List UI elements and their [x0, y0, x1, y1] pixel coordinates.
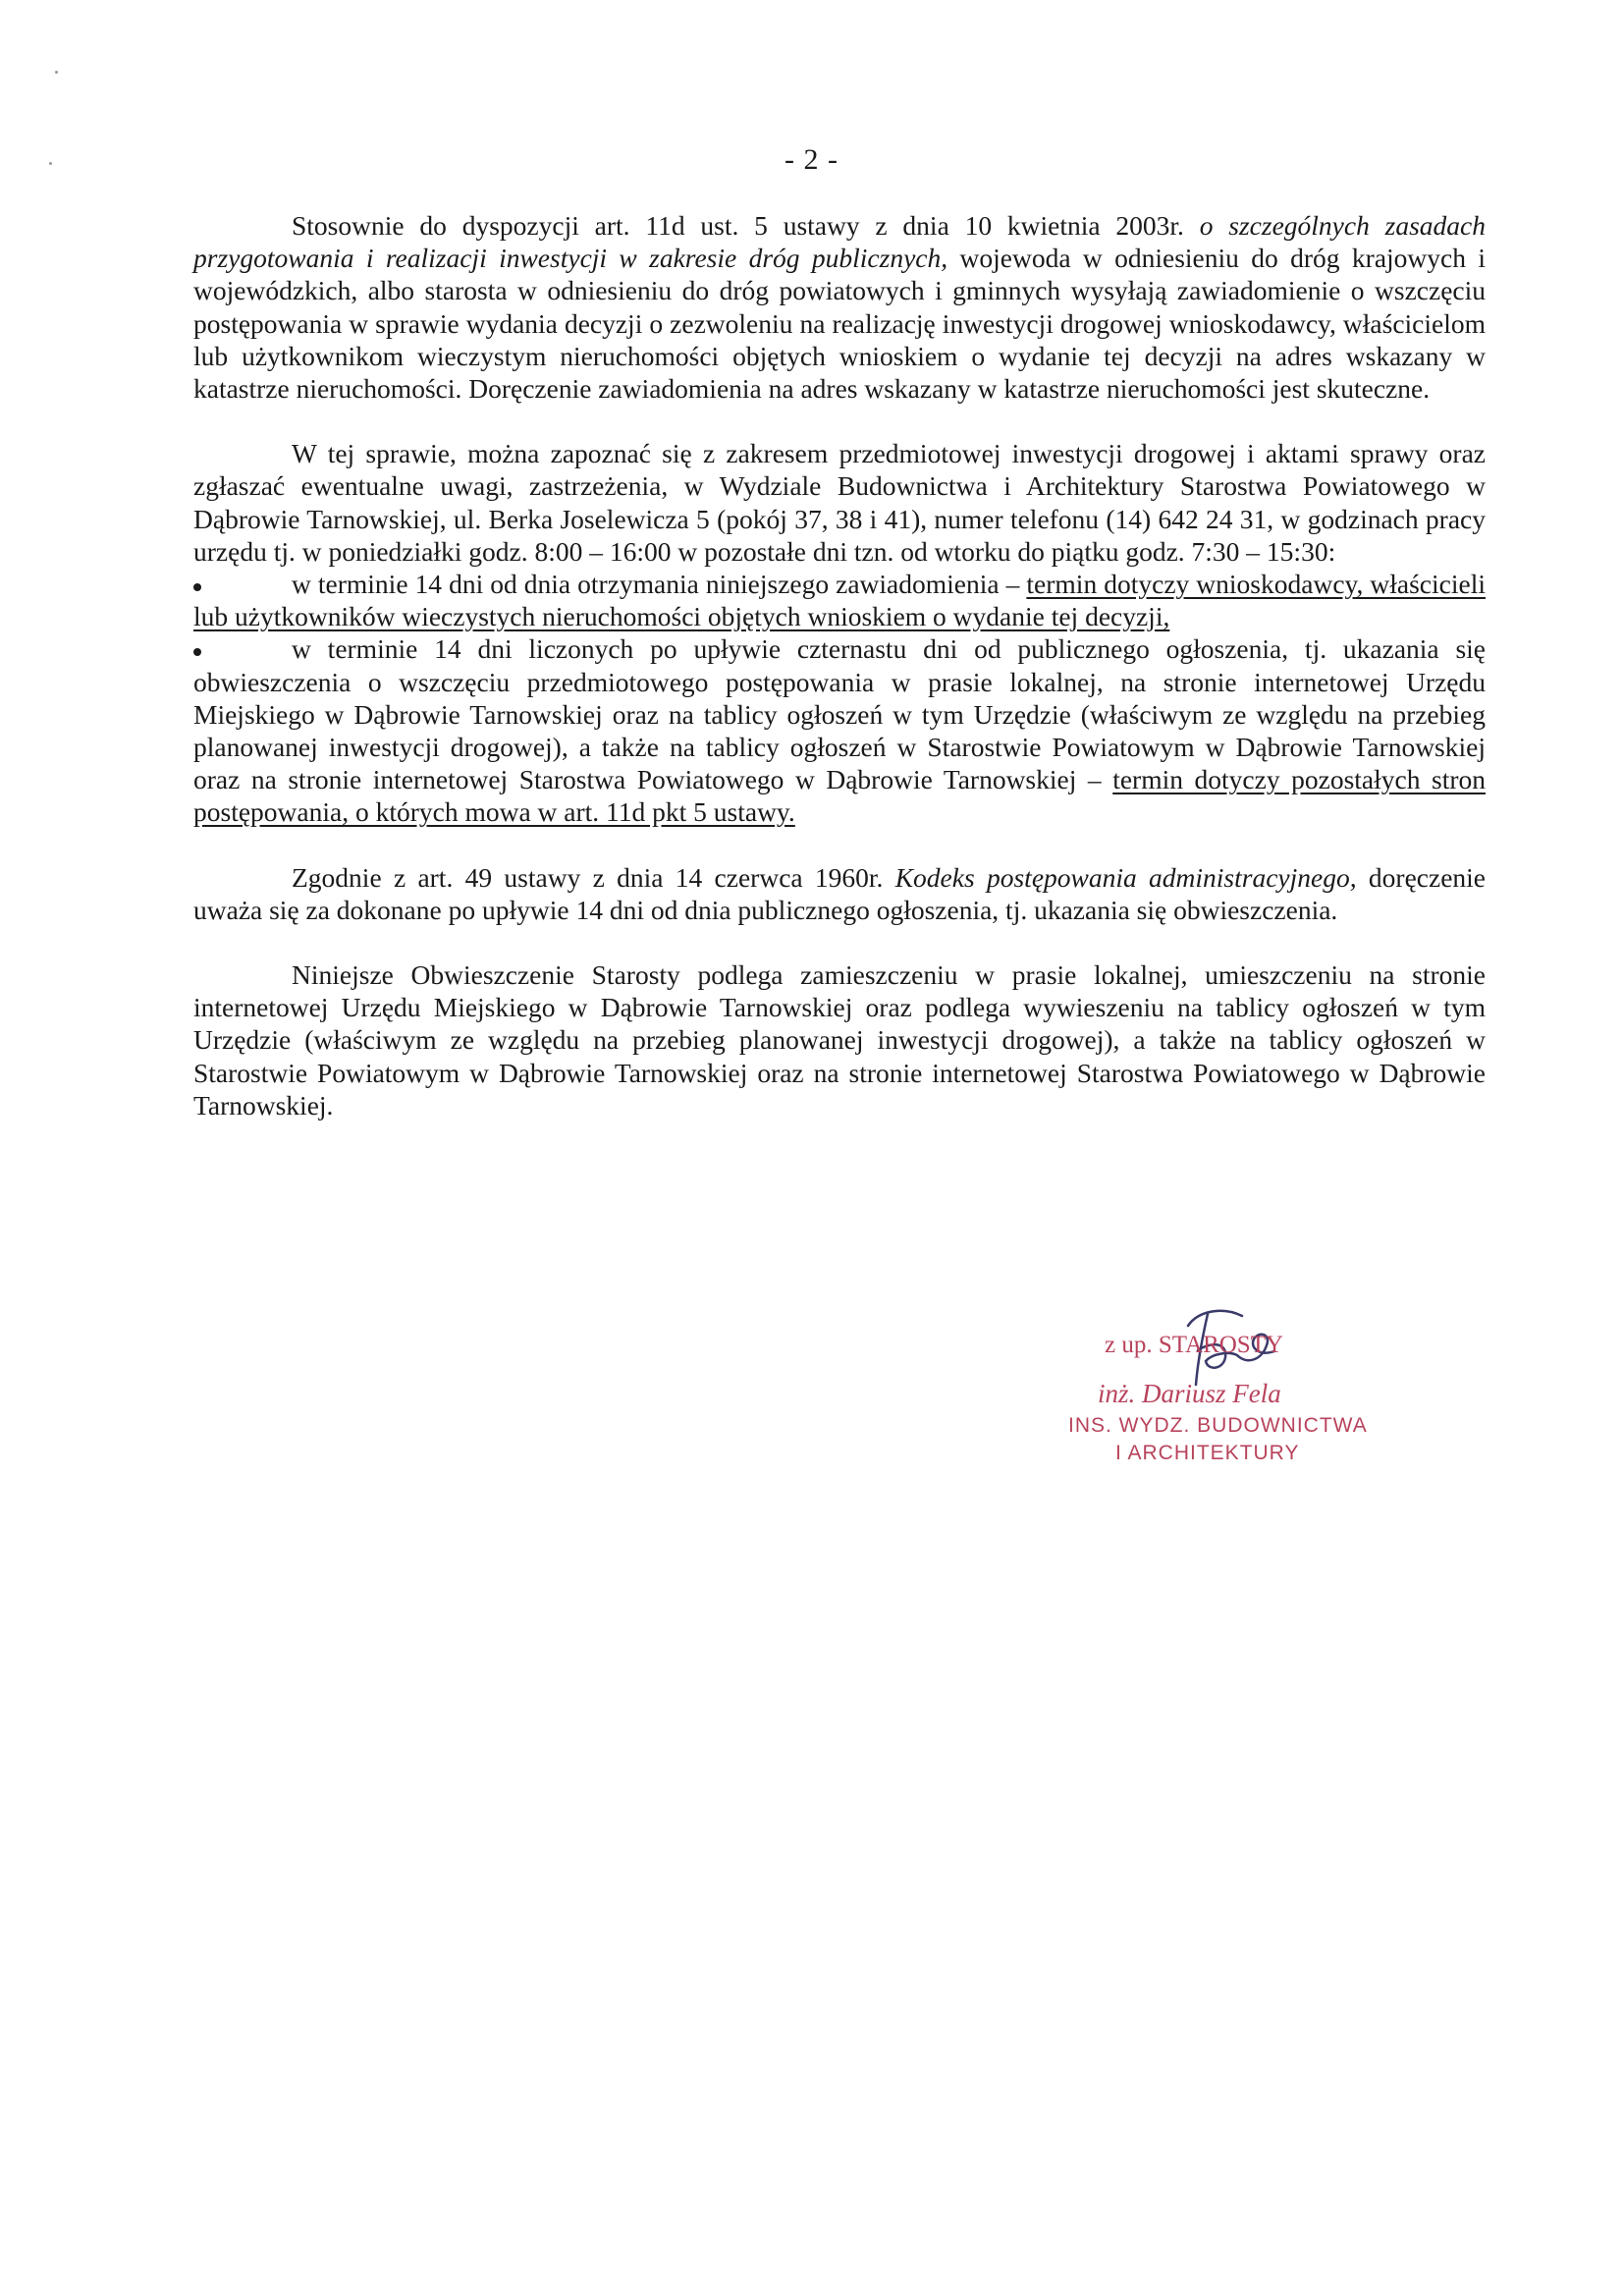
bullet-underlined-text: termin dotyczy wnioskodawcy, właścicieli lub użytkowników wieczystych nieruchomości objętych wnioskiem o wydanie tej decyzji,	[193, 569, 1486, 632]
paragraph-text: doręczenie uważa się za dokonane po upływie 14 dni od dnia publicznego ogłoszenia, tj. ukazania się obwieszczenia.	[193, 861, 1486, 925]
paragraph-text: wojewoda w odniesieniu do dróg krajowych i wojewódzkich, albo starosta w odniesieniu do dróg powiatowych i gminnych wysyłają zawiadomienie o wszczęciu postępowania w sprawie wydania decyzji o zezwoleniu na realizację inwestycji drogowej wnioskodawcy, właścicielom lub użytkownikom wieczystym nieruchomości objętych wnioskiem o wydanie tej decyzji na adres wskazany w katastrze nieruchomości. Doręczenie zawiadomienia na adres wskazany w katastrze nieruchomości jest skuteczne.	[193, 243, 1486, 405]
bullet-icon	[193, 568, 292, 600]
page-number: - 2 -	[784, 143, 839, 176]
paragraph-legal-basis	[193, 209, 1486, 405]
paragraph-text: Zgodnie z art. 49 ustawy z dnia 14 czerwca 1960r.	[292, 861, 895, 893]
bullet-text: w terminie 14 dni od dnia otrzymania niniejszego zawiadomienia –	[292, 569, 1027, 600]
scan-speck	[55, 71, 58, 74]
act-title: o szczególnych zasadach przygotowania i realizacji inwestycji w zakresie dróg publicznych,	[193, 210, 1486, 274]
paragraph-office-info: W tej sprawie, można zapoznać się z zakresem przedmiotowej inwestycji drogowej i aktami sprawy oraz zgłaszać ewentualne uwagi, zastrzeżenia, w Wydziale Budownictwa i Architektury Starostwa Powiatowego w Dąbrowie Tarnowskiej, ul. Berka Joselewicza 5 (pokój 37, 38 i 41), numer telefonu (14) 642 24 31, w godzinach pracy urzędu tj. w poniedziałki godz. 8:00 – 16:00 w pozostałe dni tzn. od wtorku do piątku godz. 7:30 – 15:30:	[193, 438, 1486, 567]
bullet-item	[193, 568, 1486, 632]
paragraph-delivery	[193, 861, 1486, 926]
official-stamp	[1060, 1316, 1384, 1493]
stamp-signatory: inż. Dariusz Fela	[1098, 1379, 1281, 1408]
stamp-department: I ARCHITEKTURY	[1115, 1442, 1300, 1464]
bullet-text: w terminie 14 dni liczonych po upływie czternastu dni od publicznego ogłoszenia, tj. ukazania się obwieszczenia o wszczęciu przedmiotowego postępowania w prasie lokalnej, na stronie internetowej Urzędu Miejskiego w Dąbrowie Tarnowskiej oraz na tablicy ogłoszeń w tym Urzędzie (właściwym ze względu na przebieg planowanej inwestycji drogowej), a także na tablicy ogłoszeń w Starostwie Powiatowym w Dąbrowie Tarnowskiej oraz na stronie internetowej Starostwa Powiatowego w Dąbrowie Tarnowskiej –	[193, 633, 1486, 795]
stamp-authorization: z up. STAROSTY	[1105, 1332, 1284, 1358]
bullet-icon	[193, 632, 292, 665]
act-title: Kodeks postępowania administracyjnego,	[894, 861, 1357, 893]
document-body	[193, 209, 1486, 1154]
bullet-item	[193, 632, 1486, 828]
bullet-underlined-text: termin dotyczy pozostałych stron postępowania, o których mowa w art. 11d pkt 5 ustawy.	[193, 764, 1487, 828]
paragraph-publication: Niniejsze Obwieszczenie Starosty podlega zamieszczeniu w prasie lokalnej, umieszczeniu na stronie internetowej Urzędu Miejskiego w Dąbrowie Tarnowskiej oraz podlega wywieszeniu na tablicy ogłoszeń w tym Urzędzie (właściwym ze względu na przebieg planowanej inwestycji drogowej), a także na tablicy ogłoszeń w Starostwie Powiatowym w Dąbrowie Tarnowskiej oraz na stronie internetowej Starostwa Powiatowego w Dąbrowie Tarnowskiej.	[193, 959, 1486, 1121]
paragraph-text: Stosownie do dyspozycji art. 11d ust. 5 ustawy z dnia 10 kwietnia 2003r.	[292, 210, 1200, 241]
stamp-position: INS. WYDZ. BUDOWNICTWA	[1068, 1414, 1368, 1437]
